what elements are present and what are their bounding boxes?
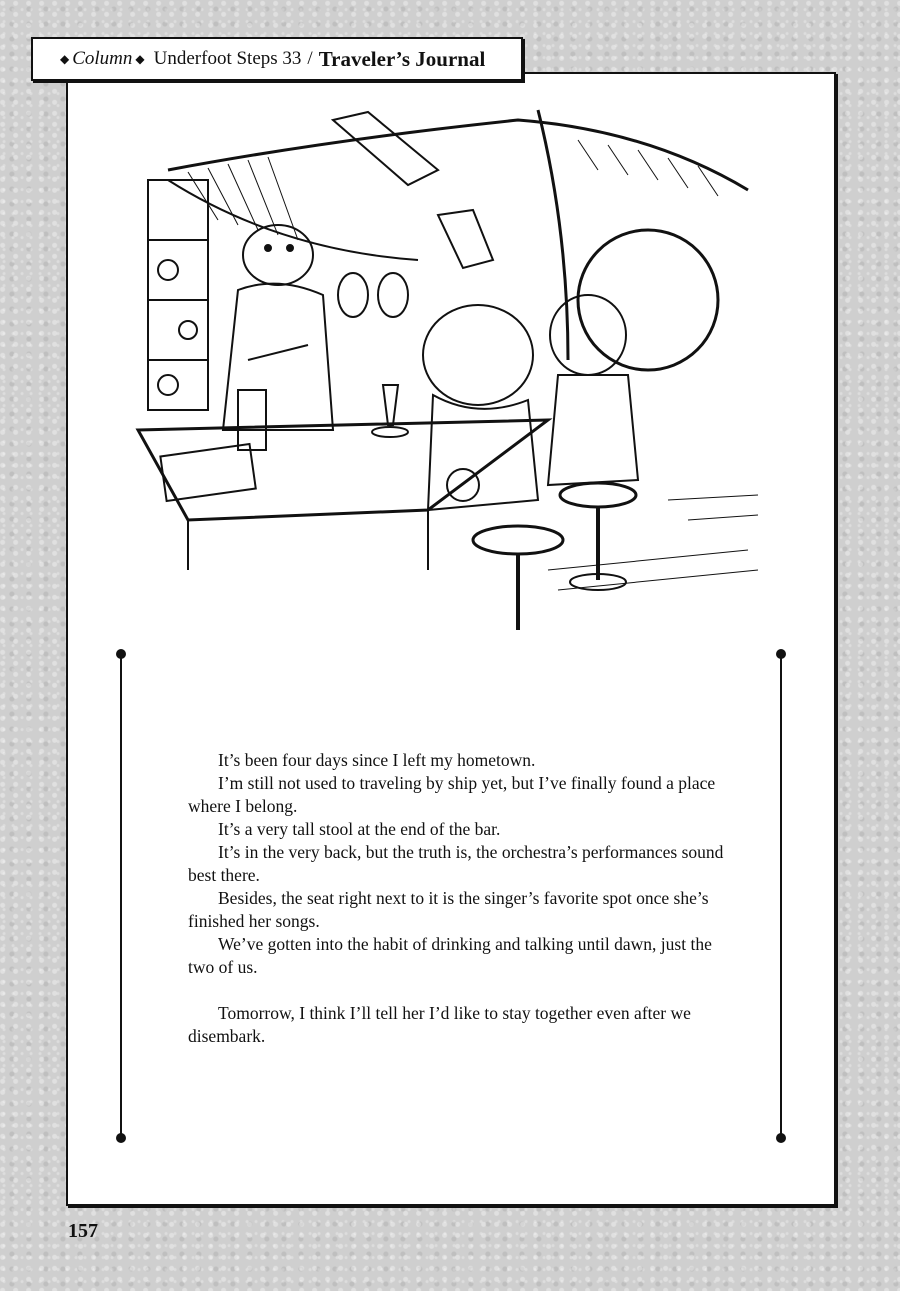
right-ornament-rule [776,646,786,1146]
header-separator: / [307,48,313,69]
column-header [31,37,523,81]
journal-paragraph: It’s been four days since I left my hometown. [218,750,536,770]
journal-title: Traveler’s Journal [318,46,486,71]
journal-paragraph: I’m still not used to traveling by ship yet, but I’ve finally found a place where I belong. [188,773,716,816]
journal-paragraph: We’ve gotten into the habit of drinking and talking until dawn, just the two of us. [188,934,712,977]
diamond-bullet-icon: ◆ [135,51,145,66]
bar-scene-illustration [128,100,778,635]
left-ornament-rule [116,646,126,1146]
journal-paragraph: Tomorrow, I think I’ll tell her I’d like to stay together even after we disembark. [188,1003,691,1046]
journal-paragraph: It’s a very tall stool at the end of the bar. [218,819,501,839]
journal-paragraph: It’s in the very back, but the truth is, the orchestra’s performances sound best there. [188,842,724,885]
journal-entry [188,749,728,1048]
series-title: Underfoot Steps 33 [153,48,302,69]
journal-paragraph: Besides, the seat right next to it is the singer’s favorite spot once she’s finished her songs. [188,888,709,931]
column-label: Column [72,48,133,69]
diamond-bullet-icon: ◆ [60,51,70,66]
page-number: 157 [68,1220,98,1242]
